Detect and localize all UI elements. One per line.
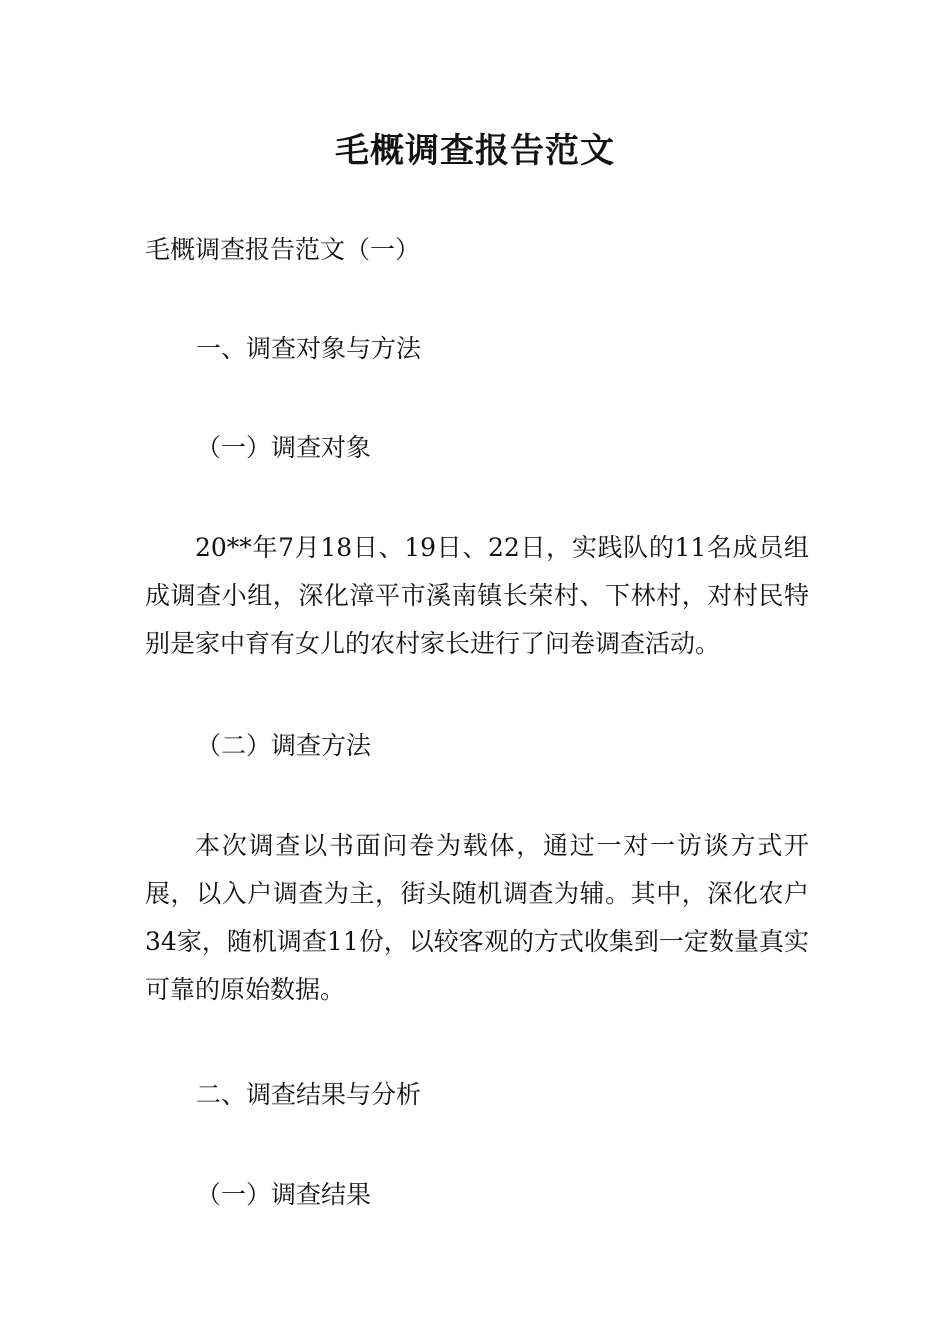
paragraph-survey-methods: 本次调查以书面问卷为载体，通过一对一访谈方式开展，以入户调查为主，街头随机调查为辅。其中，深化农户34家，随机调查11份，以较客观的方式收集到一定数量真实可靠的原始数据。 [145,831,809,1004]
paragraph-survey-subjects: 20**年7月18日、19日、22日，实践队的11名成员组成调查小组，深化漳平市溪南镇长荣村、下林村，对村民特别是家中育有女儿的农村家长进行了问卷调查活动。 [145,533,809,658]
section-heading-1: 一、调查对象与方法 [196,334,422,363]
section-heading-2: 二、调查结果与分析 [196,1080,422,1109]
document-subtitle: 毛概调查报告范文（一） [145,235,421,264]
subsection-heading-2: （二）调查方法 [196,731,372,760]
document-title: 毛概调查报告范文 [335,131,615,171]
subsection-heading-3: （一）调查结果 [196,1180,372,1209]
subsection-heading-1: （一）调查对象 [196,433,372,462]
